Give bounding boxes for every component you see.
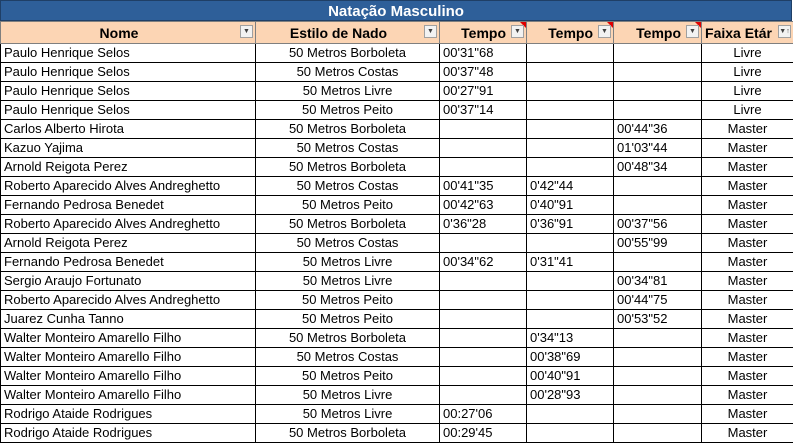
cell-faixa-etaria[interactable]: Master [702, 310, 793, 329]
cell-tempo-2[interactable] [527, 158, 614, 177]
cell-tempo-3[interactable]: 00'55"99 [614, 234, 702, 253]
cell-faixa-etaria[interactable]: Master [702, 234, 793, 253]
cell-faixa-etaria[interactable]: Master [702, 215, 793, 234]
table-row [1, 386, 793, 405]
cell-estilo[interactable]: 50 Metros Costas [256, 139, 440, 158]
cell-tempo-2[interactable] [527, 139, 614, 158]
cell-tempo-3[interactable] [614, 177, 702, 196]
cell-tempo-2[interactable]: 00'40"91 [527, 367, 614, 386]
cell-faixa-etaria[interactable]: Master [702, 253, 793, 272]
column-header-tempo-2[interactable] [527, 22, 614, 44]
cell-tempo-1[interactable]: 00'37"14 [440, 101, 527, 120]
cell-tempo-2[interactable] [527, 424, 614, 443]
cell-tempo-3[interactable] [614, 196, 702, 215]
cell-tempo-2[interactable]: 0'36"91 [527, 215, 614, 234]
cell-faixa-etaria[interactable]: Master [702, 348, 793, 367]
table-row [1, 139, 793, 158]
cell-estilo[interactable]: 50 Metros Costas [256, 63, 440, 82]
cell-faixa-etaria[interactable]: Master [702, 424, 793, 443]
column-header-nome[interactable] [1, 22, 256, 44]
cell-tempo-1[interactable] [440, 120, 527, 139]
cell-nome[interactable]: Paulo Henrique Selos [1, 82, 256, 101]
column-header-label: Estilo de Nado [290, 25, 405, 41]
filter-dropdown-icon[interactable]: ▼ [240, 25, 253, 38]
cell-faixa-etaria[interactable]: Livre [702, 44, 793, 63]
table-row [1, 215, 793, 234]
table-row [1, 196, 793, 215]
cell-nome[interactable]: Fernando Pedrosa Benedet [1, 253, 256, 272]
cell-tempo-3[interactable] [614, 63, 702, 82]
cell-nome[interactable]: Roberto Aparecido Alves Andreghetto [1, 177, 256, 196]
cell-tempo-2[interactable] [527, 234, 614, 253]
cell-faixa-etaria[interactable]: Master [702, 120, 793, 139]
cell-nome[interactable]: Carlos Alberto Hirota [1, 120, 256, 139]
column-header-tempo-1[interactable] [440, 22, 527, 44]
table-row [1, 367, 793, 386]
cell-tempo-2[interactable]: 00'38"69 [527, 348, 614, 367]
cell-estilo[interactable]: 50 Metros Peito [256, 196, 440, 215]
table-row [1, 329, 793, 348]
column-header-label: Tempo [440, 25, 526, 41]
cell-estilo[interactable]: 50 Metros Borboleta [256, 44, 440, 63]
cell-tempo-1[interactable] [440, 386, 527, 405]
table-row [1, 177, 793, 196]
cell-nome[interactable]: Juarez Cunha Tanno [1, 310, 256, 329]
cell-estilo[interactable]: 50 Metros Livre [256, 405, 440, 424]
cell-nome[interactable]: Sergio Araujo Fortunato [1, 272, 256, 291]
cell-tempo-3[interactable]: 00'34"81 [614, 272, 702, 291]
table-row [1, 253, 793, 272]
cell-tempo-3[interactable] [614, 101, 702, 120]
table-row [1, 158, 793, 177]
filter-dropdown-icon[interactable]: ▼ [686, 25, 699, 38]
cell-tempo-3[interactable] [614, 367, 702, 386]
data-table [0, 21, 793, 443]
cell-nome[interactable]: Walter Monteiro Amarello Filho [1, 348, 256, 367]
cell-tempo-3[interactable] [614, 424, 702, 443]
cell-estilo[interactable]: 50 Metros Borboleta [256, 120, 440, 139]
cell-tempo-3[interactable]: 00'48"34 [614, 158, 702, 177]
cell-tempo-2[interactable]: 0'40"91 [527, 196, 614, 215]
cell-estilo[interactable]: 50 Metros Peito [256, 310, 440, 329]
cell-nome[interactable]: Fernando Pedrosa Benedet [1, 196, 256, 215]
cell-tempo-1[interactable] [440, 234, 527, 253]
cell-tempo-1[interactable]: 00'37"48 [440, 63, 527, 82]
column-header-label: Faixa Etár [705, 25, 790, 41]
cell-tempo-1[interactable]: 0'36"28 [440, 215, 527, 234]
cell-tempo-3[interactable] [614, 82, 702, 101]
cell-tempo-2[interactable]: 00'28"93 [527, 386, 614, 405]
cell-faixa-etaria[interactable]: Livre [702, 101, 793, 120]
cell-estilo[interactable]: 50 Metros Costas [256, 234, 440, 253]
cell-estilo[interactable]: 50 Metros Peito [256, 291, 440, 310]
sheet-title[interactable]: Natação Masculino [0, 0, 792, 21]
cell-tempo-2[interactable] [527, 272, 614, 291]
cell-faixa-etaria[interactable]: Master [702, 405, 793, 424]
cell-tempo-1[interactable] [440, 158, 527, 177]
cell-faixa-etaria[interactable]: Master [702, 139, 793, 158]
sort-filter-dropdown-icon[interactable]: ▼↑ [778, 25, 791, 38]
cell-tempo-1[interactable]: 00'41"35 [440, 177, 527, 196]
cell-tempo-2[interactable] [527, 310, 614, 329]
cell-estilo[interactable]: 50 Metros Livre [256, 272, 440, 291]
cell-tempo-1[interactable]: 00'31"68 [440, 44, 527, 63]
cell-tempo-1[interactable] [440, 291, 527, 310]
cell-tempo-2[interactable] [527, 82, 614, 101]
table-row [1, 63, 793, 82]
table-row [1, 424, 793, 443]
table-row [1, 348, 793, 367]
cell-faixa-etaria[interactable]: Master [702, 386, 793, 405]
cell-tempo-2[interactable] [527, 101, 614, 120]
cell-tempo-2[interactable] [527, 120, 614, 139]
header-row [1, 22, 793, 44]
table-row [1, 291, 793, 310]
filter-dropdown-icon[interactable]: ▼ [511, 25, 524, 38]
cell-estilo[interactable]: 50 Metros Borboleta [256, 329, 440, 348]
cell-tempo-1[interactable] [440, 310, 527, 329]
cell-tempo-3[interactable]: 00'44"36 [614, 120, 702, 139]
cell-tempo-3[interactable]: 00'37"56 [614, 215, 702, 234]
cell-tempo-3[interactable]: 00'53"52 [614, 310, 702, 329]
filter-dropdown-icon[interactable]: ▼ [598, 25, 611, 38]
column-header-label: Tempo [527, 25, 613, 41]
cell-tempo-1[interactable]: 00:29'45 [440, 424, 527, 443]
cell-tempo-2[interactable] [527, 291, 614, 310]
cell-tempo-1[interactable]: 00:27'06 [440, 405, 527, 424]
cell-tempo-3[interactable] [614, 386, 702, 405]
cell-nome[interactable]: Arnold Reigota Perez [1, 234, 256, 253]
cell-estilo[interactable]: 50 Metros Peito [256, 367, 440, 386]
cell-nome[interactable]: Paulo Henrique Selos [1, 101, 256, 120]
cell-tempo-2[interactable] [527, 44, 614, 63]
cell-tempo-3[interactable] [614, 329, 702, 348]
column-header-estilo[interactable] [256, 22, 440, 44]
cell-tempo-2[interactable]: 0'42"44 [527, 177, 614, 196]
cell-faixa-etaria[interactable]: Master [702, 329, 793, 348]
cell-tempo-1[interactable]: 00'34"62 [440, 253, 527, 272]
cell-tempo-3[interactable]: 01'03"44 [614, 139, 702, 158]
cell-estilo[interactable]: 50 Metros Peito [256, 101, 440, 120]
table-row [1, 82, 793, 101]
column-header-label: Tempo [614, 25, 701, 41]
cell-tempo-3[interactable]: 00'44"75 [614, 291, 702, 310]
table-body [1, 44, 793, 443]
cell-faixa-etaria[interactable]: Livre [702, 63, 793, 82]
cell-nome[interactable]: Roberto Aparecido Alves Andreghetto [1, 215, 256, 234]
cell-nome[interactable]: Arnold Reigota Perez [1, 158, 256, 177]
cell-tempo-1[interactable] [440, 367, 527, 386]
table-row [1, 272, 793, 291]
cell-estilo[interactable]: 50 Metros Livre [256, 386, 440, 405]
cell-tempo-1[interactable] [440, 348, 527, 367]
cell-estilo[interactable]: 50 Metros Costas [256, 348, 440, 367]
cell-faixa-etaria[interactable]: Master [702, 367, 793, 386]
table-row [1, 44, 793, 63]
cell-nome[interactable]: Rodrigo Ataide Rodrigues [1, 424, 256, 443]
table-row [1, 310, 793, 329]
cell-nome[interactable]: Walter Monteiro Amarello Filho [1, 386, 256, 405]
cell-tempo-1[interactable]: 00'42"63 [440, 196, 527, 215]
column-header-faixa-etaria[interactable] [702, 22, 793, 44]
cell-faixa-etaria[interactable]: Master [702, 177, 793, 196]
cell-estilo[interactable]: 50 Metros Livre [256, 82, 440, 101]
cell-tempo-1[interactable]: 00'27"91 [440, 82, 527, 101]
cell-tempo-2[interactable]: 0'34"13 [527, 329, 614, 348]
table-row [1, 101, 793, 120]
table-row [1, 405, 793, 424]
cell-nome[interactable]: Walter Monteiro Amarello Filho [1, 367, 256, 386]
filter-dropdown-icon[interactable]: ▼ [424, 25, 437, 38]
cell-estilo[interactable]: 50 Metros Livre [256, 253, 440, 272]
column-header-label: Nome [100, 25, 157, 41]
cell-estilo[interactable]: 50 Metros Borboleta [256, 424, 440, 443]
cell-nome[interactable]: Rodrigo Ataide Rodrigues [1, 405, 256, 424]
cell-faixa-etaria[interactable]: Livre [702, 82, 793, 101]
cell-tempo-3[interactable] [614, 44, 702, 63]
cell-tempo-2[interactable] [527, 405, 614, 424]
cell-faixa-etaria[interactable]: Master [702, 158, 793, 177]
cell-nome[interactable]: Paulo Henrique Selos [1, 63, 256, 82]
cell-tempo-3[interactable] [614, 253, 702, 272]
cell-faixa-etaria[interactable]: Master [702, 272, 793, 291]
table-row [1, 120, 793, 139]
cell-tempo-2[interactable] [527, 63, 614, 82]
cell-nome[interactable]: Paulo Henrique Selos [1, 44, 256, 63]
cell-faixa-etaria[interactable]: Master [702, 291, 793, 310]
cell-nome[interactable]: Kazuo Yajima [1, 139, 256, 158]
cell-faixa-etaria[interactable]: Master [702, 196, 793, 215]
cell-tempo-3[interactable] [614, 405, 702, 424]
cell-estilo[interactable]: 50 Metros Borboleta [256, 215, 440, 234]
column-header-tempo-3[interactable] [614, 22, 702, 44]
cell-tempo-2[interactable]: 0'31"41 [527, 253, 614, 272]
cell-nome[interactable]: Walter Monteiro Amarello Filho [1, 329, 256, 348]
table-row [1, 234, 793, 253]
cell-estilo[interactable]: 50 Metros Borboleta [256, 158, 440, 177]
cell-tempo-3[interactable] [614, 348, 702, 367]
cell-tempo-1[interactable] [440, 272, 527, 291]
cell-estilo[interactable]: 50 Metros Costas [256, 177, 440, 196]
cell-tempo-1[interactable] [440, 139, 527, 158]
cell-nome[interactable]: Roberto Aparecido Alves Andreghetto [1, 291, 256, 310]
cell-tempo-1[interactable] [440, 329, 527, 348]
